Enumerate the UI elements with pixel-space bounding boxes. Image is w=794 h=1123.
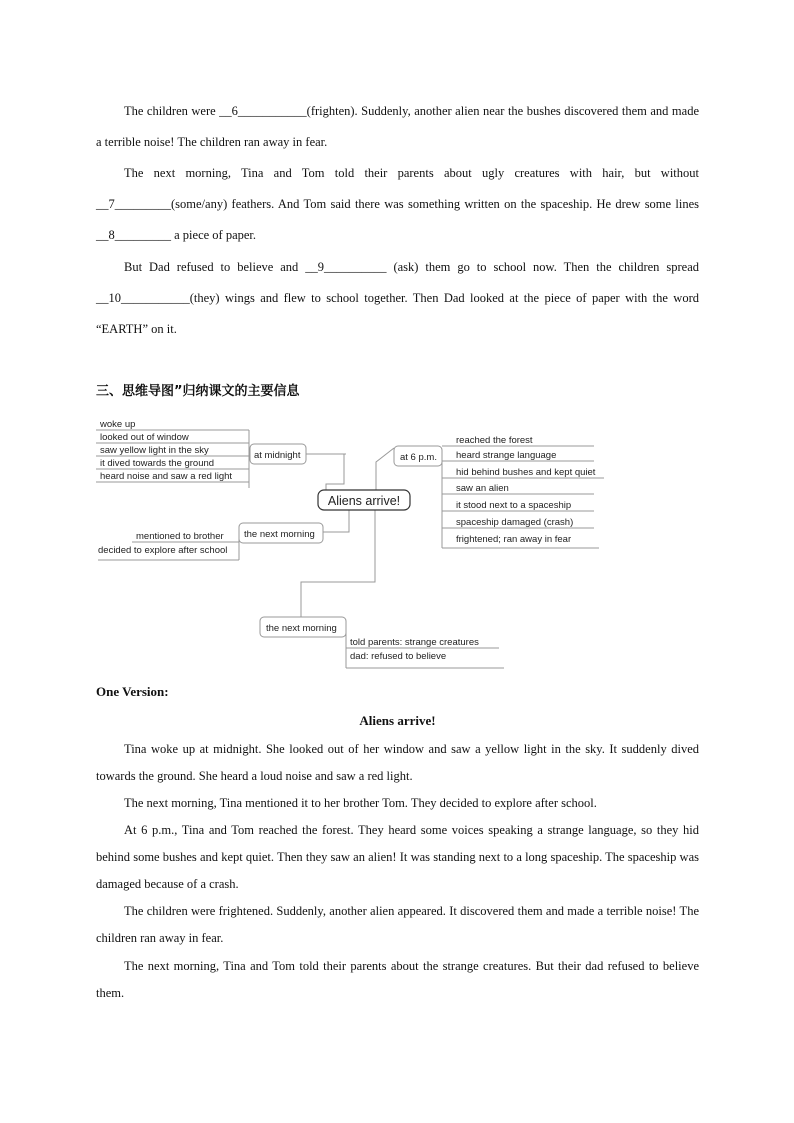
six-pm-item: reached the forest — [456, 435, 533, 446]
next-morning-list-2 — [346, 627, 504, 668]
next-morning-1-item: decided to explore after school — [98, 545, 228, 556]
midnight-item: it dived towards the ground — [100, 458, 215, 469]
story-paragraph: The next morning, Tina and Tom told their parents about the strange creatures. But their dad refused to believe them. — [96, 959, 699, 1000]
next-morning-2-item: told parents: strange creatures — [350, 637, 479, 648]
six-pm-item: spaceship damaged (crash) — [456, 517, 574, 528]
connector-6pm — [376, 448, 394, 492]
version-label: One Version: — [96, 684, 169, 699]
story-paragraph: The children were frightened. Suddenly, another alien appeared. It discovered them and made a terrible noise! The children ran away in fear. — [96, 904, 699, 945]
story-title: Aliens arrive! — [359, 713, 436, 728]
midnight-list — [96, 419, 249, 488]
six-pm-item: frightened; ran away in fear — [456, 534, 572, 545]
midnight-item: woke up — [100, 419, 136, 430]
story-paragraph: At 6 p.m., Tina and Tom reached the forest. They heard some voices speaking a strange language, so they hid behind some bushes and kept quiet. Then they saw an alien! It was standing next to a long spaceship. The spaceship was damaged because of a crash. — [96, 823, 699, 891]
six-pm-item: heard strange language — [456, 450, 557, 461]
midnight-node-label: at midnight — [254, 450, 301, 461]
center-node-label: Aliens arrive! — [327, 494, 401, 508]
six-pm-item: saw an alien — [456, 483, 509, 494]
mind-map — [94, 412, 614, 674]
story-paragraph: Tina woke up at midnight. She looked out of her window and saw a yellow light in the sky. It suddenly dived towards the ground. She heard a loud noise and saw a red light. — [96, 742, 699, 783]
midnight-item: heard noise and saw a red light — [100, 471, 233, 482]
midnight-item: looked out of window — [100, 432, 189, 443]
exercise-paragraph-1: The children were __6___________(frighten). Suddenly, another alien near the bushes discovered them and made a terrible noise! The children ran away in fear. — [96, 104, 699, 149]
exercise-paragraph-3: But Dad refused to believe and __9__________ (ask) them go to school now. Then the children spread __10___________(they) wings and flew to school together. Then Dad looked at the piece of paper with the word “EARTH” on it. — [96, 260, 699, 336]
next-morning-node-2-label: the next morning — [266, 623, 337, 634]
six-pm-item: hid behind bushes and kept quiet — [456, 467, 596, 478]
next-morning-1-item: mentioned to brother — [136, 531, 224, 542]
six-pm-node-label: at 6 p.m. — [400, 452, 437, 463]
connector-midnight — [306, 454, 346, 492]
section-heading: 三、思维导图”归纳课文的主要信息 — [96, 384, 300, 399]
midnight-item: saw yellow light in the sky — [100, 445, 209, 456]
next-morning-node-1-label: the next morning — [244, 529, 315, 540]
six-pm-item: it stood next to a spaceship — [456, 500, 572, 511]
exercise-paragraph-2: The next morning, Tina and Tom told their parents about ugly creatures with hair, but without __7_________(some/any) feathers. And Tom said there was something written on the spaceship. He drew some lines __8_________ a piece of paper. — [96, 166, 699, 242]
next-morning-list-1 — [98, 531, 239, 560]
six-pm-list — [442, 435, 604, 548]
story-paragraph: The next morning, Tina mentioned it to her brother Tom. They decided to explore after school. — [124, 796, 597, 810]
next-morning-2-item: dad: refused to believe — [350, 651, 447, 662]
